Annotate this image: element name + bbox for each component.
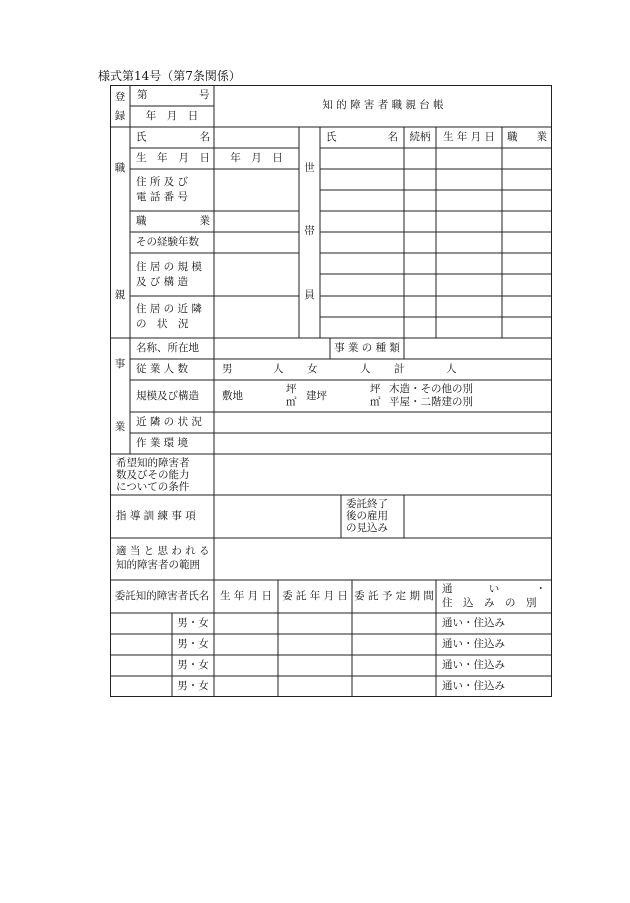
shokushin-birth-label: 生 年 月 日 [136,152,210,164]
shokushin-address-label-line1: 住 所 及 び [136,176,189,188]
shokushin-section-label-top: 職 [114,162,126,174]
shokushin-birth-fill: 年 月 日 [230,152,283,164]
shokushin-house-label-line2: 及 び 構 造 [136,276,189,288]
employees-female: 女 [307,363,318,375]
entrusted-name-header: 委託知的障害者氏名 [114,590,210,602]
row-1-sex: 男・女 [177,617,209,629]
employees-person-unit: 人 [360,363,371,375]
employees-person-unit: 人 [273,363,284,375]
row-3-commute: 通い・住込み [442,659,505,671]
employees-male: 男 [222,363,233,375]
shokushin-experience-label: その経験年数 [136,236,199,248]
household-birth-header: 生 年 月 日 [442,131,495,143]
structure-floors: 平屋・二階建の別 [389,396,473,408]
suitable-range-label-line1: 適 当 と 思 わ れ る [116,545,210,557]
row-3-sex: 男・女 [177,659,209,671]
employment-outlook-line1: 委託終了 [346,498,388,510]
conditions-label-line1: 希望知的障害者 [116,457,190,469]
form-title: 様式第14号（第7条関係） [98,69,241,83]
row-4-sex: 男・女 [177,680,209,692]
household-label-2: 帯 [304,225,315,237]
shokushin-house-label-line1: 住 居 の 規 模 [136,261,202,273]
household-relation-header: 続柄 [409,131,431,143]
business-scale-label: 規模及び構造 [136,390,199,402]
registration-label-top: 登 [114,91,126,103]
shokushin-job-label: 職 業 [136,215,210,227]
business-type-label: 事 業 の 種 類 [334,342,400,354]
row-1-commute: 通い・住込み [442,617,505,629]
suitable-range-label-line2: 知的障害者の範囲 [116,559,200,571]
registration-no-suffix: 号 [199,89,210,101]
shokushin-neighbor-label-line1: 住 居 の 近 隣 [136,303,202,315]
shokushin-neighbor-label-line2: の 状 況 [136,318,189,330]
entrusted-birth-header: 生 年 月 日 [219,590,272,602]
building-area-label: 建坪 [306,390,327,402]
employees-total: 計 [394,363,405,375]
entrusted-period-header: 委 託 予 定 期 間 [354,590,434,602]
row-4-commute: 通い・住込み [442,680,505,692]
entrusted-date-header: 委 託 年 月 日 [282,590,348,602]
employees-person-unit: 人 [446,363,457,375]
commute-header-line1: 通 い ・ [442,583,546,595]
registration-no-prefix: 第 [137,89,148,101]
employment-outlook-line3: の見込み [346,522,388,534]
site-sqm-unit: ㎡ [286,396,297,408]
conditions-label-line2: 数及びその能力 [116,469,190,481]
household-label-3: 員 [304,289,315,301]
row-2-commute: 通い・住込み [442,638,505,650]
site-tsubo-unit: 坪 [286,383,297,395]
business-work-env-label: 作 業 環 境 [136,437,189,449]
household-name-header: 氏 名 [326,131,398,143]
business-section-label-top: 事 [114,358,126,370]
business-name-location-label: 名称、所在地 [136,342,199,354]
commute-header-line2: 住 込 み の 別 [442,597,537,609]
building-sqm-unit: ㎡ [370,396,381,408]
row-2-sex: 男・女 [177,638,209,650]
ledger-title: 知 的 障 害 者 職 親 台 帳 [322,99,444,111]
training-label: 指 導 訓 練 事 項 [116,510,196,522]
household-label-1: 世 [304,162,315,174]
shokushin-name-label: 氏 名 [136,131,210,143]
shokushin-address-label-line2: 電 話 番 号 [136,191,189,203]
ledger-form [110,85,552,697]
business-employees-label: 従 業 人 数 [136,363,189,375]
shokushin-section-label-bottom: 親 [114,289,126,301]
registration-label-bottom: 録 [114,110,126,122]
business-section-label-bottom: 業 [114,421,126,433]
building-tsubo-unit: 坪 [370,383,381,395]
household-job-header: 職 業 [507,131,547,143]
registration-date: 年 月 日 [145,110,199,122]
structure-wood-other: 木造・その他の別 [389,383,473,395]
conditions-label-line3: についての条件 [116,481,190,493]
business-neighbor-label: 近 隣 の 状 況 [136,416,202,428]
employment-outlook-line2: 後の雇用 [346,510,388,522]
site-area-label: 敷地 [222,390,243,402]
